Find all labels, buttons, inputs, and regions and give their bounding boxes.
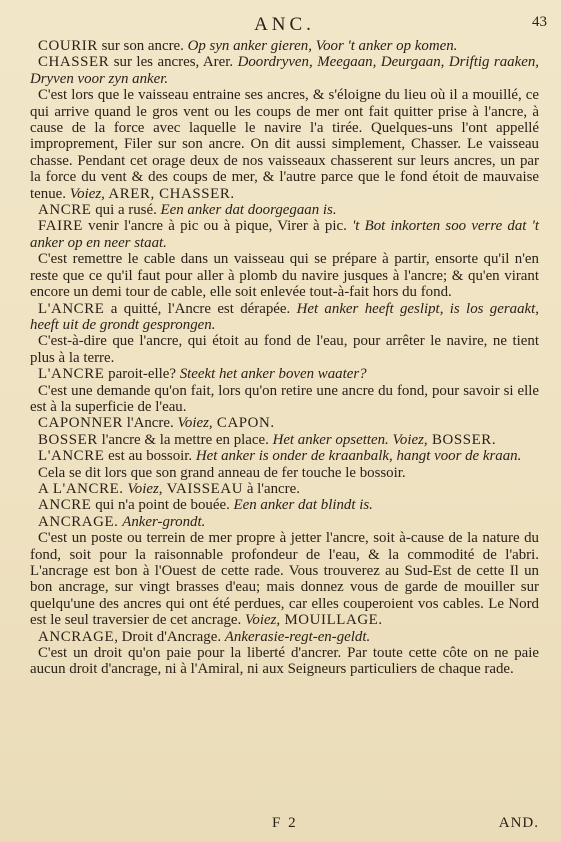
entry-headword: CHASSER bbox=[38, 54, 110, 71]
entry-translation: Voiez, bbox=[177, 415, 213, 432]
dictionary-entry bbox=[30, 514, 539, 530]
entry-headword: VAISSEAU bbox=[162, 480, 244, 497]
entry-headword: L'ANCRE bbox=[38, 300, 105, 317]
entry-headword: ANCRAGE bbox=[38, 628, 115, 645]
entry-text: qui n'a point de bouée. bbox=[91, 497, 234, 514]
entry-translation: Het anker opsetten. Voiez, bbox=[272, 431, 428, 448]
dictionary-entry bbox=[30, 448, 539, 464]
entry-text: C'est remettre le cable dans un vaisseau qui se prépare à partir, ensorte qu'il n'en reste que ce qu'il faut pour aller à plomb du navire jusques à l'ancre; & qu'en virant encore un demi tour de cable, elle soit enlevée tout-à-fait hors du fond. bbox=[30, 251, 539, 301]
dictionary-entry bbox=[30, 38, 539, 54]
entry-text: Cela se dit lors que son grand anneau de fer touche le bossoir. bbox=[38, 464, 406, 481]
entry-translation: Het anker is onder de kraanbalk, hangt voor de kraan. bbox=[195, 448, 522, 465]
entry-translation: 't Bot inkorten soo verre dat 't anker op en neer staat. bbox=[30, 218, 540, 251]
entry-text: l'ancre & la mettre en place. bbox=[97, 431, 273, 448]
entry-text: sur son ancre. bbox=[97, 38, 188, 54]
dictionary-entry bbox=[30, 333, 539, 366]
entry-text: C'est-à-dire que l'ancre, qui étoit au fond de l'eau, pour arrêter le navire, ne tient plus à la terre. bbox=[30, 333, 539, 366]
entry-headword: BOSSER. bbox=[427, 431, 497, 448]
entry-text: est au bossoir. bbox=[104, 448, 196, 465]
entry-text: , Droit d'Ancrage. bbox=[114, 628, 225, 645]
entry-translation: Ankerasie-regt-en-geldt. bbox=[224, 628, 371, 645]
entry-text: C'est une demande qu'on fait, lors qu'on retire une ancre du fond, pour savoir si elle est à la superficie de l'eau. bbox=[30, 382, 539, 415]
entry-text: paroit-elle? bbox=[104, 366, 180, 383]
entry-headword: A L'ANCRE. bbox=[38, 480, 124, 497]
entry-headword: ANCRE bbox=[38, 202, 92, 219]
entry-translation: Voiez, bbox=[244, 612, 281, 629]
dictionary-entry bbox=[30, 432, 539, 448]
entry-text: l'Ancre. bbox=[123, 415, 178, 432]
page-footer bbox=[0, 815, 561, 835]
entry-text: a quitté, l'Ancre est dérapée. bbox=[104, 300, 297, 317]
page-number: 43 bbox=[532, 14, 547, 30]
dictionary-entry bbox=[30, 530, 539, 628]
entry-headword: MOUILLAGE. bbox=[280, 612, 383, 629]
entry-text: à l'ancre. bbox=[243, 480, 300, 497]
dictionary-entry bbox=[30, 366, 539, 382]
entry-headword: ARER, CHASSER. bbox=[104, 185, 235, 202]
entry-headword: ANCRE bbox=[38, 497, 92, 514]
entry-translation: Voiez, bbox=[127, 480, 163, 497]
entry-text: qui a rusé. bbox=[91, 202, 161, 219]
signature-mark: F 2 bbox=[272, 815, 298, 831]
entry-text: C'est un poste ou terrein de mer propre à jetter l'ancre, soit à-cause de la nature du fond, soit pour la raisonnable profondeur de l'eau, & la commodité de l'abri. L'ancrage est bon à l'Ouest de cette rade. Vous trouverez au Sud-Est de cette Il un bon ancrage, sur vingt brasses d'eau; mais donnez vous de garde de mouiller sur quelqu'une des ancres qui ont été perdues, car elles couperoient vos cables. Le Nord est le seul traversier de cet ancrage. bbox=[30, 530, 539, 629]
entry-text: venir l'ancre à pic ou à pique, Virer à pic. bbox=[82, 218, 353, 235]
entry-headword: COURIR bbox=[38, 38, 98, 54]
dictionary-entry bbox=[30, 481, 539, 497]
entry-text: sur les ancres, Arer. bbox=[109, 54, 238, 71]
entry-headword: ANCRAGE. bbox=[38, 513, 119, 530]
dictionary-entry bbox=[30, 383, 539, 416]
dictionary-body bbox=[30, 38, 539, 678]
entry-translation: Doordryven, Meegaan, Deurgaan, Driftig raaken, Dryven voor zyn anker. bbox=[30, 54, 539, 87]
dictionary-entry bbox=[30, 415, 539, 431]
entry-headword: FAIRE bbox=[38, 218, 83, 235]
entry-headword: CAPON. bbox=[212, 415, 275, 432]
dictionary-entry bbox=[30, 218, 539, 251]
page-header bbox=[30, 14, 547, 38]
entry-translation: Een anker dat doorgegaan is. bbox=[160, 202, 337, 219]
running-title: ANC. bbox=[254, 14, 315, 35]
dictionary-entry bbox=[30, 251, 539, 300]
entry-headword: BOSSER bbox=[38, 431, 98, 448]
dictionary-entry bbox=[30, 645, 539, 678]
entry-translation: Op syn anker gieren, Voor 't anker op komen. bbox=[187, 38, 458, 54]
entry-headword: CAPONNER bbox=[38, 415, 124, 432]
entry-headword: L'ANCRE bbox=[38, 448, 105, 465]
dictionary-entry bbox=[30, 465, 539, 481]
entry-translation: Voiez, bbox=[69, 185, 105, 202]
dictionary-entry bbox=[30, 202, 539, 218]
entry-headword: L'ANCRE bbox=[38, 366, 105, 383]
entry-translation: Een anker dat blindt is. bbox=[233, 497, 373, 514]
dictionary-entry bbox=[30, 54, 539, 87]
entry-text: C'est lors que le vaisseau entraine ses ancres, & s'éloigne du lieu où il a mouillé, ce qui arrive quand le gros vent ou les coups de mer ont fait quitter prise à l'ancre, à cause de la force avec laquelle le navire l'a tirée. Quelques-uns l'ont appellé improprement, Filer sur son ancre. On dit aussi simplement, Chasser. Le vaisseau chasse. Pendant cet orage deux de nos vaisseaux chasserent sur leurs ancres, un par la force du vent & des coups de mer, & l'autre parce que le fond étoit de mauvaise tenue. bbox=[30, 87, 539, 202]
dictionary-entry bbox=[30, 87, 539, 202]
dictionary-entry bbox=[30, 497, 539, 513]
entry-translation: Het anker heeft geslipt, is los geraakt, heeft uit de grondt gesprongen. bbox=[30, 300, 539, 333]
entry-translation: Anker-grondt. bbox=[122, 513, 206, 530]
entry-text: C'est un droit qu'on paie pour la liberté d'ancrer. Par toute cette côte on ne paie aucun droit d'ancrage, ni à l'Amiral, ni aux Seigneurs particuliers de chaque rade. bbox=[30, 645, 539, 678]
dictionary-entry bbox=[30, 629, 539, 645]
catchword: AND. bbox=[498, 815, 539, 831]
entry-translation: Steekt het anker boven waater? bbox=[179, 366, 367, 383]
dictionary-entry bbox=[30, 301, 539, 334]
